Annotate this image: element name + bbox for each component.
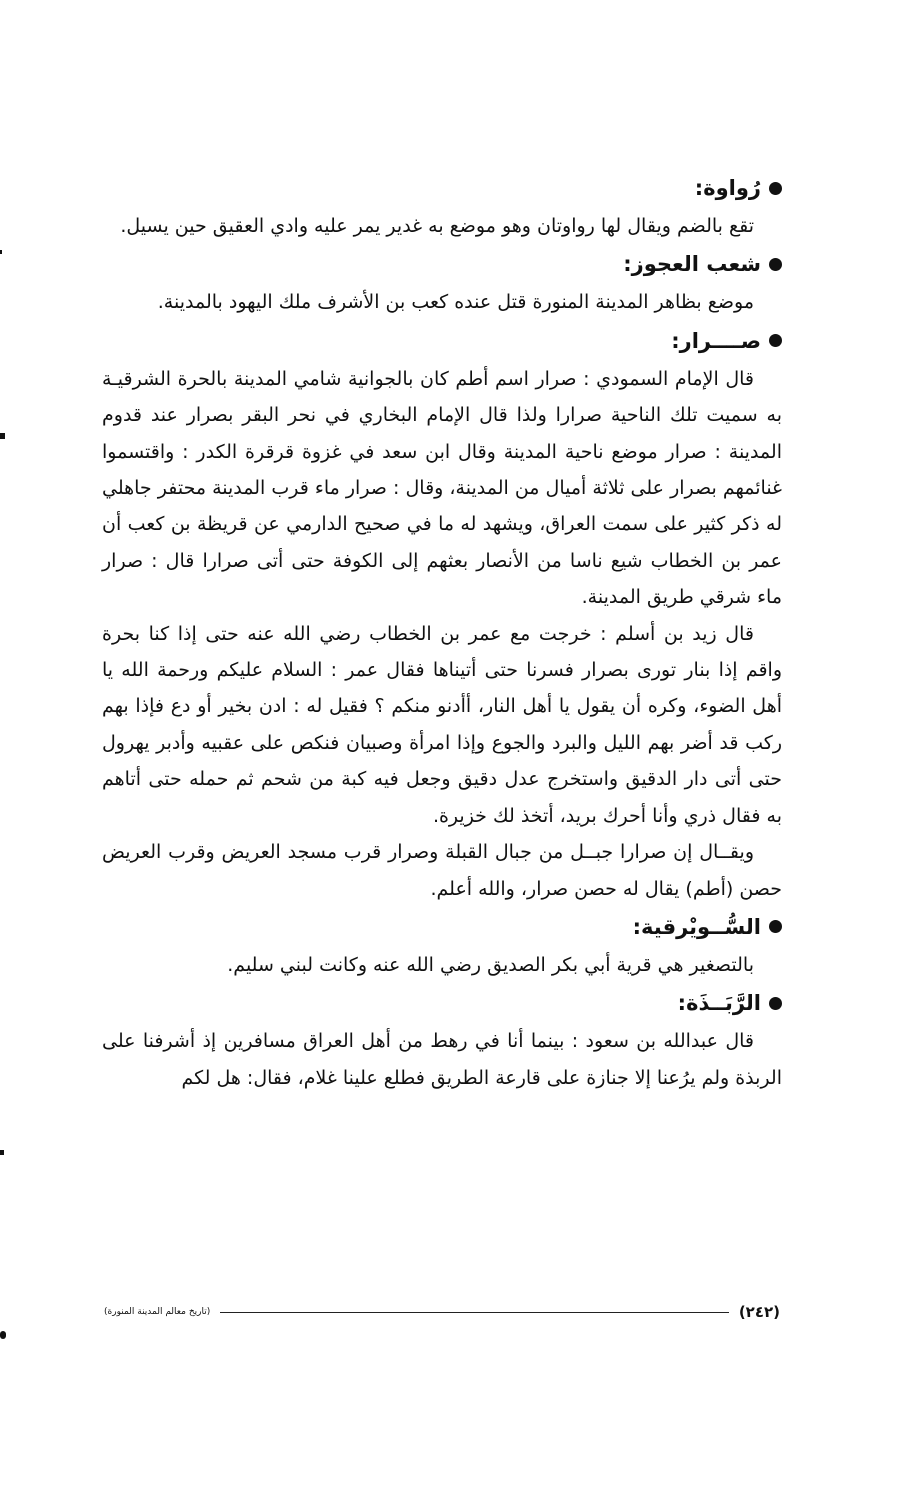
bullet-icon [769,182,782,195]
entry-heading-suwayriqiyya [102,907,782,947]
entry-paragraph: بالتصغير هي قرية أبي بكر الصديق رضي الله عنه وكانت لبني سليم. [227,953,754,976]
entry-heading-shib-al-ajuz [102,244,782,284]
bullet-icon [769,997,782,1010]
bullet-icon [769,334,782,347]
entry-paragraph: قال الإمام السمودي : صرار اسم أطم كان بالجوانية شامي المدينة بالحرة الشرقيـة به سميت تلك الناحية صرارا ولذا قال الإمام البخاري في نحر البقر بصرار عند قدوم المدينة : صرار موضع ناحية المدينة وقال ابن سعد في غزوة قرقرة الكدر : واقتسموا غنائمهم بصرار على ثلاثة أميال من المدينة، وقال : صرار ماء قرب المدينة محتفر جاهلي له ذكر كثير على سمت العراق، ويشهد له ما في صحيح الدارمي عن قريظة بن كعب أن عمر بن الخطاب شيع ناسا من الأنصار بعثهم إلى الكوفة حتى أتى صرارا قال : صرار ماء شرقي طريق المدينة. [102,367,782,609]
entry-heading-rawawa [102,168,782,208]
scan-mark [0,250,2,254]
entry-heading-sirar [102,321,782,361]
entry-paragraph: تقع بالضم ويقال لها رواوتان وهو موضع به غدير يمر عليه وادي العقيق حين يسيل. [120,215,754,237]
section-suwayriqiyya [102,907,782,983]
entry-paragraph: قال عبدالله بن سعود : بينما أنا في رهط من أهل العراق مسافرين إذ أشرفنا على الربذة ولم يرُعنا إلا جنازة على قارعة الطريق فطلع علينا غلام، فقال: هل لكم [102,1030,782,1089]
entry-heading-text: شعب العجوز: [623,252,761,277]
entry-paragraph: ويقــال إن صرارا جبــل من جبال القبلة وصرار قرب مسجد العريض وقرب العريض حصن (أطم) يقال له حصن صرار، والله أعلم. [102,841,782,900]
page-body [102,168,782,1096]
section-rabadha [102,983,782,1096]
footer-rule [220,1312,729,1313]
entry-paragraph: قال زيد بن أسلم : خرجت مع عمر بن الخطاب رضي الله عنه حتى إذا كنا بحرة واقم إذا بنار تورى بصرار فسرنا حتى أتيناها فقال عمر : السلام عليكم ورحمة الله يا أهل الضوء، وكره أن يقول يا أهل النار، أأدنو منكم ؟ فقيل له : ادن بخير أو دع فإذا بهم ركب قد أضر بهم الليل والبرد والجوع وإذا امرأة وصبيان فنكص على عقبيه وأدبر يهرول حتى أتى دار الدقيق واستخرج عدل دقيق وجعل فيه كبة من شحم ثم حمله حتى أتاهم به فقال ذري وأنا أحرك بريد، أتخذ لك خزيرة. [102,622,782,827]
entry-heading-text: صــــرار: [671,328,761,353]
entry-heading-rabadha [102,983,782,1023]
section-rawawa [102,168,782,244]
running-book-title: (تاريخ معالم المدينة المنورة) [104,1307,211,1317]
entry-heading-text: الرَّبَــذَة: [677,991,761,1016]
section-sirar [102,321,782,907]
entry-heading-text: رُواوة: [694,176,761,200]
scan-mark [0,1150,4,1155]
entry-paragraph: موضع بظاهر المدينة المنورة قتل عنده كعب بن الأشرف ملك اليهود بالمدينة. [157,291,754,314]
page-number: (٢٤٢) [738,1303,780,1321]
bullet-icon [769,258,782,271]
bullet-icon [769,920,782,933]
scan-mark [0,1331,6,1339]
scan-mark [0,433,5,439]
page-footer [104,1300,780,1324]
entry-heading-text: السُّــويْرقية: [632,914,761,939]
section-shib-al-ajuz [102,244,782,320]
